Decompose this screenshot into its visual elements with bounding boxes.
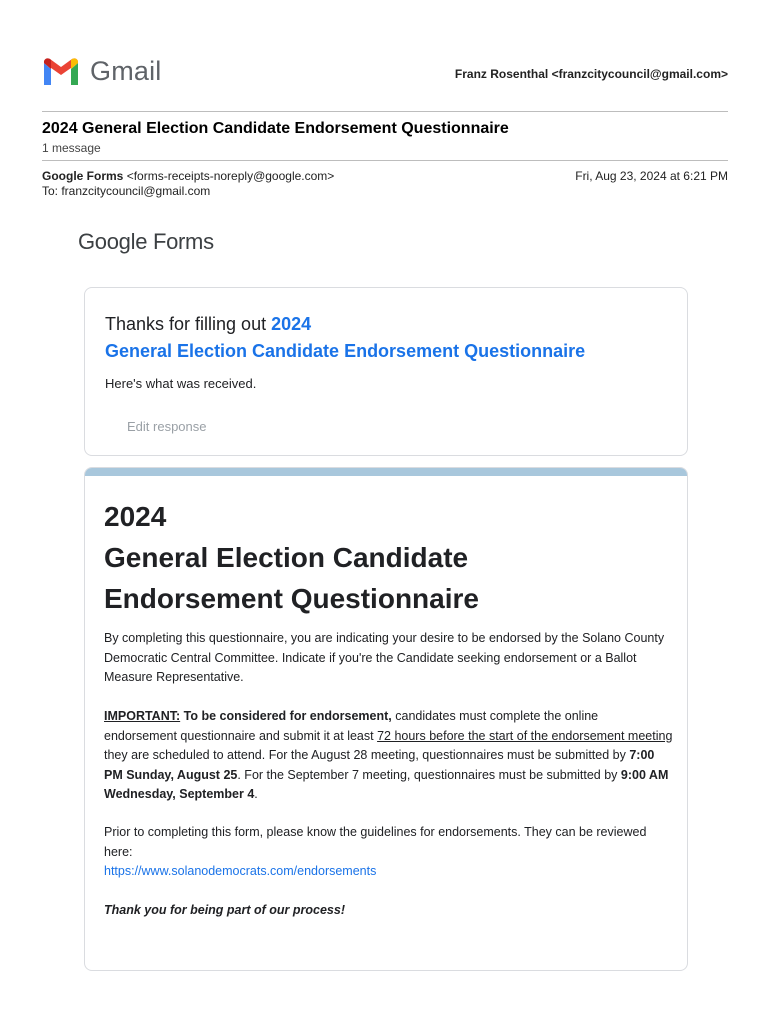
form-description-important [104, 707, 674, 805]
deadline-september: 9:00 AM Wednesday, September 4 [104, 767, 669, 801]
form-summary-card [84, 467, 688, 971]
endorsements-link[interactable]: https://www.solanodemocrats.com/endorsements [104, 864, 377, 878]
important-label: IMPORTANT: [104, 709, 181, 723]
sender-address: <forms-receipts-noreply@google.com> [126, 169, 335, 183]
guidelines-text: Prior to completing this form, please know the guidelines for endorsements. They can be reviewed here: [104, 825, 647, 859]
deadline-rule: 72 hours before the start of the endorsement meeting [377, 728, 673, 743]
sender-name: Google Forms [42, 169, 124, 183]
email-date: Fri, Aug 23, 2024 at 6:21 PM [575, 169, 728, 183]
form-description-intro: By completing this questionnaire, you are indicating your desire to be endorsed by the Solano County Democratic Central Committee. Indicate if you're the Candidate seeking endorsement or a Ballot Measure Representative. [104, 631, 665, 684]
important-text: candidates must complete the online endorsement questionnaire and submit it at least [104, 709, 599, 743]
divider [42, 160, 728, 161]
gmail-logo[interactable] [42, 56, 162, 87]
form-title-link[interactable]: General Election Candidate Endorsement Questionnaire [105, 341, 586, 361]
important-text: . [254, 787, 258, 801]
email-subject: 2024 General Election Candidate Endorsement Questionnaire [42, 120, 509, 137]
important-bold: To be considered for endorsement, [180, 709, 392, 723]
gmail-wordmark: Gmail [90, 56, 162, 86]
form-title-line: 2024 [104, 501, 167, 532]
recipient: To: franzcitycouncil@gmail.com [42, 184, 211, 198]
card-accent-bar [85, 468, 687, 476]
divider [42, 111, 728, 112]
form-title-line: Endorsement Questionnaire [104, 583, 479, 614]
form-title-link[interactable]: 2024 [271, 314, 312, 334]
important-text: they are scheduled to attend. For the August 28 meeting, questionnaires must be submitted by [104, 748, 630, 762]
message-count: 1 message [42, 141, 101, 155]
account-label: Franz Rosenthal <franzcitycouncil@gmail.com> [454, 67, 728, 81]
received-text: Here's what was received. [105, 376, 257, 391]
edit-response-button[interactable]: Edit response [127, 419, 207, 434]
form-title-line: General Election Candidate [104, 542, 469, 573]
receipt-card [84, 287, 688, 456]
form-title [104, 496, 664, 619]
important-text: . For the September 7 meeting, questionnaires must be submitted by [237, 767, 621, 782]
google-forms-logo: Google Forms [78, 229, 214, 254]
closing-text: Thank you for being part of our process! [104, 903, 345, 917]
thanks-prefix: Thanks for filling out [105, 314, 272, 334]
form-description-guidelines [104, 823, 674, 882]
thanks-message [105, 311, 585, 365]
gmail-header [42, 56, 728, 92]
gmail-m-icon [42, 57, 80, 87]
sender-block [42, 169, 334, 199]
deadline-august: 7:00 PM Sunday, August 25 [104, 748, 655, 782]
